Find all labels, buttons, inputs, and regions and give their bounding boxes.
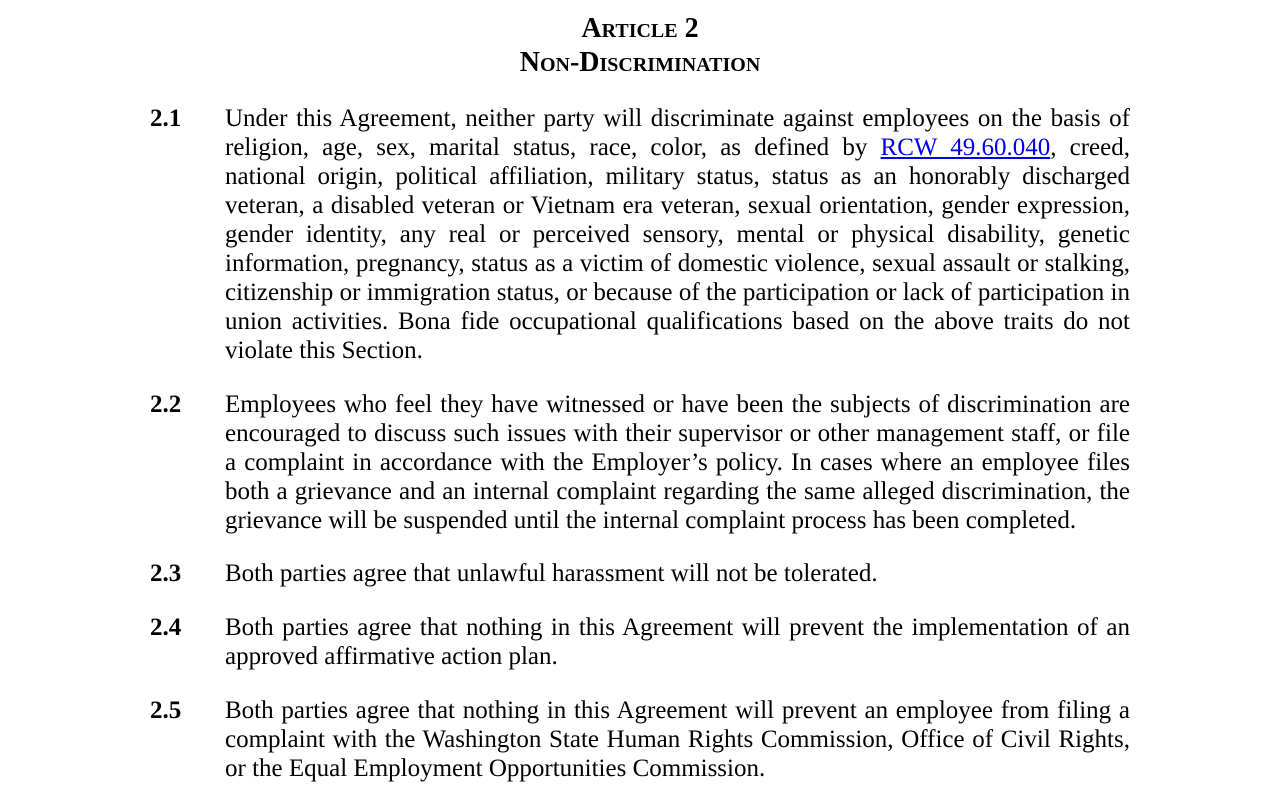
section-number: 2.5	[150, 697, 182, 724]
section-text: Both parties agree that unlawful harassment will not be tolerated.	[225, 560, 878, 587]
section-text-before-link: Under this Agreement, neither party will discriminate against employees on the basis of religion, age, sex, marital status, race, color, as defined by	[225, 105, 1130, 161]
section-text-after-link: , creed, national origin, political affiliation, military status, status as an honorably discharged veteran, a disabled veteran or Vietnam era veteran, sexual orientation, gender expression, gender identity, any real or perceived sensory, mental or physical disability, genetic information, pregnancy, status as a victim of domestic violence, sexual assault or stalking, citizenship or immigration status, or because of the participation or lack of participation in union activities. Bona fide occupational qualifications based on the above traits do not violate this Section.	[225, 134, 1130, 364]
section-text: Both parties agree that nothing in this Agreement will prevent an employee from filing a complaint with the Washington State Human Rights Commission, Office of Civil Rights, or the Equal Employment Opportunities Commission.	[225, 697, 1130, 782]
section-number: 2.4	[150, 614, 182, 641]
section-text: Employees who feel they have witnessed or have been the subjects of discrimination are encouraged to discuss such issues with their supervisor or other management staff, or file a complaint in accordance with the Employer’s policy. In cases where an employee files both a grievance and an internal complaint regarding the same alleged discrimination, the grievance will be suspended until the internal complaint process has been completed.	[225, 391, 1130, 534]
article-title: Non-Discrimination	[519, 47, 761, 78]
rcw-link[interactable]: RCW 49.60.040	[880, 134, 1051, 161]
section-number: 2.3	[150, 560, 182, 587]
section-text	[225, 104, 1130, 365]
section-number: 2.2	[150, 391, 182, 418]
article-label: Article 2	[581, 13, 699, 44]
section-text: Both parties agree that nothing in this Agreement will prevent the implementation of an approved affirmative action plan.	[225, 614, 1130, 670]
section-number: 2.1	[150, 105, 182, 132]
